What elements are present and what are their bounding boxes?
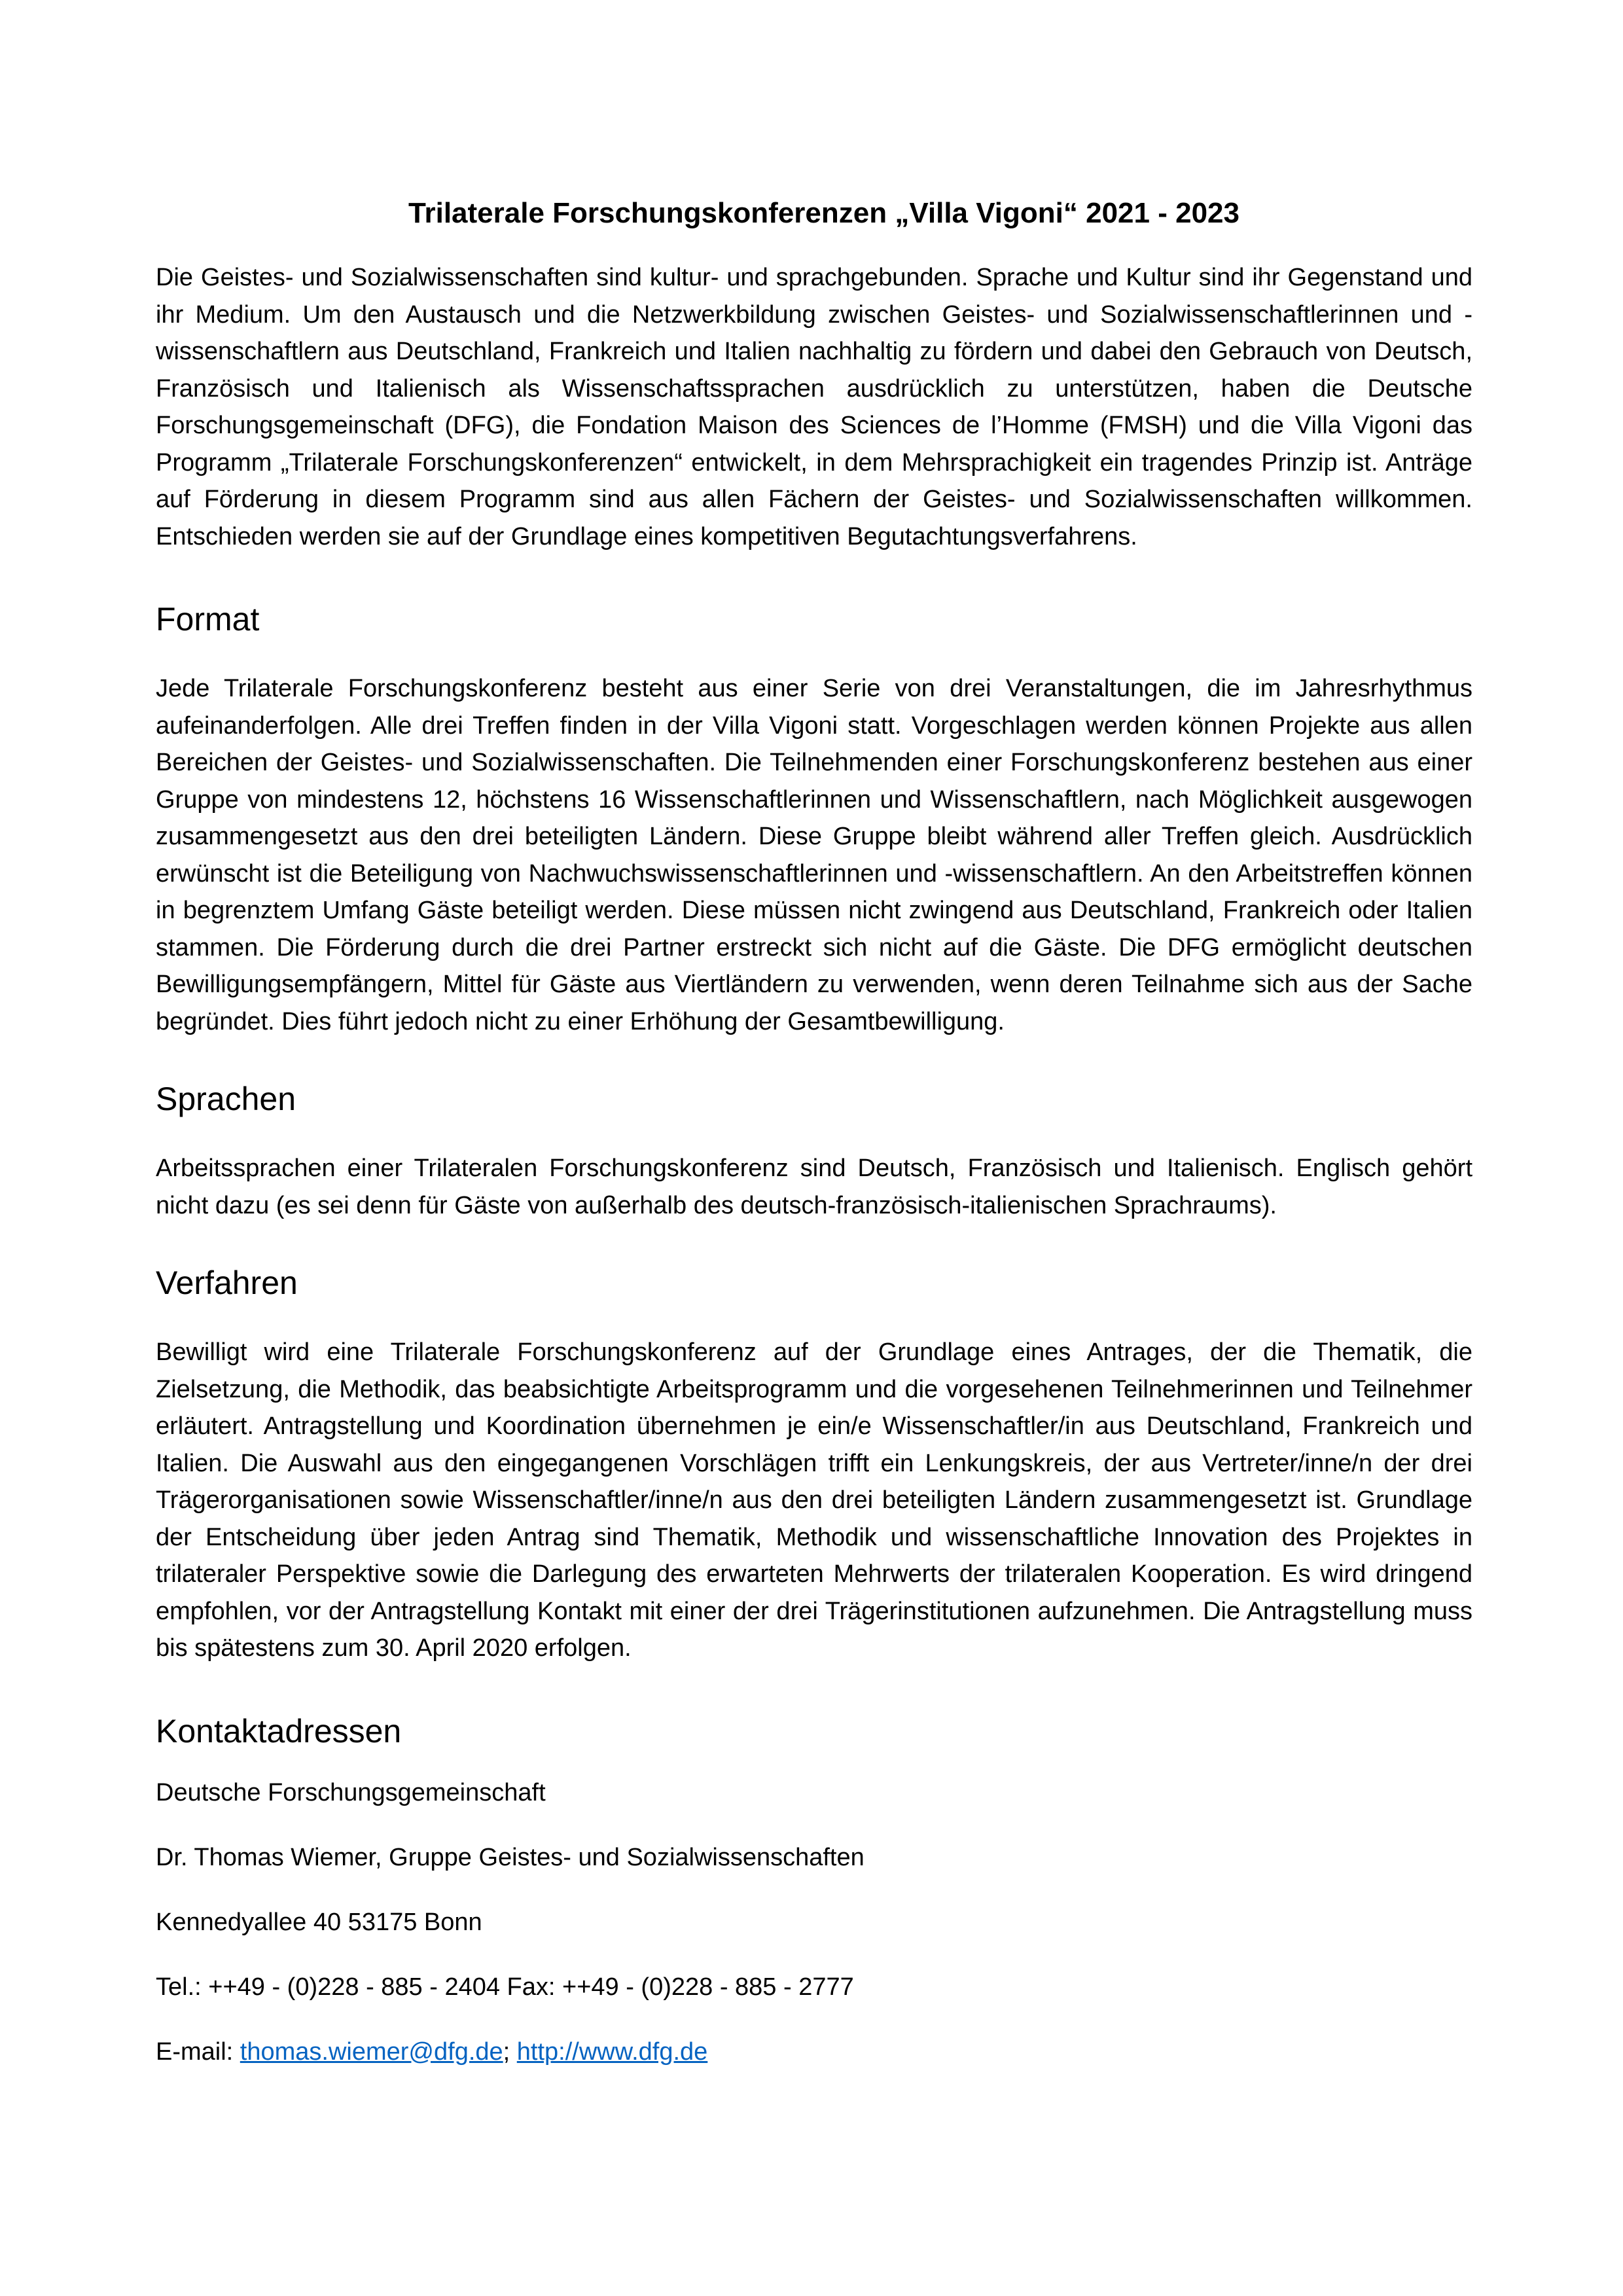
sprachen-paragraph: Arbeitssprachen einer Trilateralen Forschungskonferenz sind Deutsch, Französisch und Italienisch. Englisch gehört nicht dazu (es sei denn für Gäste von außerhalb des deutsch-französisch-italienischen Sprachraums). (156, 1155, 1472, 1219)
section-heading-sprachen: Sprachen (156, 1081, 296, 1117)
website-link[interactable]: http://www.dfg.de (516, 2037, 708, 2066)
link-separator: ; (503, 2037, 517, 2066)
intro-paragraph: Die Geistes- und Sozialwissenschaften sind kultur- und sprachgebunden. Sprache und Kultur sind ihr Gegenstand und ihr Medium. Um den Austausch und die Netzwerkbildung zwischen Geistes- und Sozialwissenschaftlerinnen und -wissenschaftlern aus Deutschland, Frankreich und Italien nachhaltig zu fördern und dabei den Gebrauch von Deutsch, Französisch und Italienisch als Wissenschaftssprachen ausdrücklich zu unterstützen, haben die Deutsche Forschungsgemeinschaft (DFG), die Fondation Maison des Sciences de l’Homme (FMSH) und die Villa Vigoni das Programm „Trilaterale Forschungskonferenzen“ entwickelt, in dem Mehrsprachigkeit ein tragendes Prinzip ist. Anträge auf Förderung in diesem Programm sind aus allen Fächern der Geistes- und Sozialwissenschaften willkommen. Entschieden werden sie auf der Grundlage eines kompetitiven Begutachtungsverfahrens. (156, 264, 1472, 550)
contact-address: Kennedyallee 40 53175 Bonn (156, 1908, 482, 1936)
document-title: Trilaterale Forschungskonferenzen „Villa Vigoni“ 2021 - 2023 (408, 197, 1240, 229)
contact-organization: Deutsche Forschungsgemeinschaft (156, 1778, 546, 1806)
verfahren-paragraph: Bewilligt wird eine Trilaterale Forschungskonferenz auf der Grundlage eines Antrages, der die Thematik, die Zielsetzung, die Methodik, das beabsichtigte Arbeitsprogramm und die vorgesehenen Teilnehmerinnen und Teilnehmer erläutert. Antragstellung und Koordination übernehmen je ein/e Wissenschaftler/in aus Deutschland, Frankreich und Italien. Die Auswahl aus den eingegangenen Vorschlägen trifft ein Lenkungskreis, der aus Vertreter/inne/n der drei Trägerorganisationen sowie Wissenschaftler/inne/n aus den drei beteiligten Ländern zusammengesetzt ist. Grundlage der Entscheidung über jeden Antrag sind Thematik, Methodik und wissenschaftliche Innovation des Projektes in trilateraler Perspektive sowie die Darlegung des erwarteten Mehrwerts der trilateralen Kooperation. Es wird dringend empfohlen, vor der Antragstellung Kontakt mit einer der drei Trägerinstitutionen aufzunehmen. Die Antragstellung muss bis spätestens zum 30. April 2020 erfolgen. (156, 1338, 1472, 1662)
email-label: E-mail: (156, 2037, 240, 2066)
contact-phone-fax: Tel.: ++49 - (0)228 - 885 - 2404 Fax: ++49 - (0)228 - 885 - 2777 (156, 1973, 854, 2001)
contact-person: Dr. Thomas Wiemer, Gruppe Geistes- und Sozialwissenschaften (156, 1843, 865, 1871)
document-page (156, 194, 1472, 2101)
email-link[interactable]: thomas.wiemer@dfg.de (240, 2037, 503, 2066)
section-heading-format: Format (156, 601, 260, 637)
contact-email-line (156, 2036, 1472, 2068)
section-heading-verfahren: Verfahren (156, 1265, 298, 1301)
format-paragraph: Jede Trilaterale Forschungskonferenz besteht aus einer Serie von drei Veranstaltungen, die im Jahresrhythmus aufeinanderfolgen. Alle drei Treffen finden in der Villa Vigoni statt. Vorgeschlagen werden können Projekte aus allen Bereichen der Geistes- und Sozialwissenschaften. Die Teilnehmenden einer Forschungskonferenz bestehen aus einer Gruppe von mindestens 12, höchstens 16 Wissenschaftlerinnen und Wissenschaftlern, nach Möglichkeit ausgewogen zusammengesetzt aus den drei beteiligten Ländern. Diese Gruppe bleibt während aller Treffen gleich. Ausdrücklich erwünscht ist die Beteiligung von Nachwuchswissenschaftlerinnen und -wissenschaftlern. An den Arbeitstreffen können in begrenztem Umfang Gäste beteiligt werden. Diese müssen nicht zwingend aus Deutschland, Frankreich oder Italien stammen. Die Förderung durch die drei Partner erstreckt sich nicht auf die Gäste. Die DFG ermöglicht deutschen Bewilligungsempfängern, Mittel für Gäste aus Viertländern zu verwenden, wenn deren Teilnahme sich aus der Sache begründet. Dies führt jedoch nicht zu einer Erhöhung der Gesamtbewilligung. (156, 675, 1472, 1035)
section-heading-kontaktadressen: Kontaktadressen (156, 1712, 402, 1749)
